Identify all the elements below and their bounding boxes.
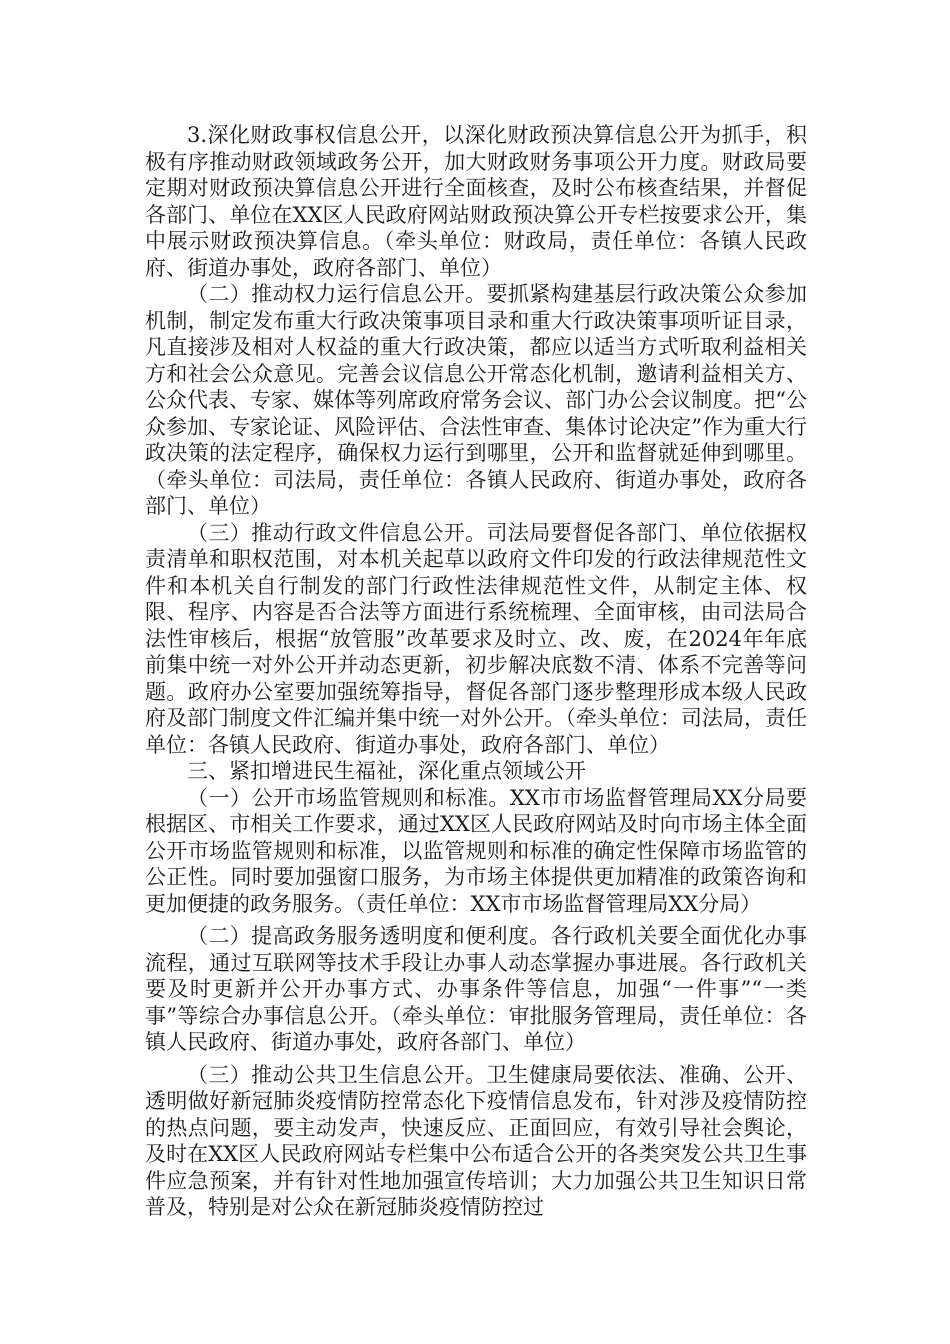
paragraph-administrative-documents-disclosure: （三）推动行政文件信息公开。司法局要督促各部门、单位依据权责清单和职权范围，对本机关起草以政府文件印发的行政法律规范性文件和本机关自行制发的部门行政性法律规范性文件，从制定主体、权限、程序、内容是否合法等方面进行系统梳理、全面审核，由司法局合法性审核后，根据“放管服”改革要求及时立、改、废，在2024年年底前集中统一对外公开并动态更新，初步解决底数不清、体系不完善等问题。政府办公室要加强统筹指导，督促各部门逐步整理形成本级人民政府及部门制度文件汇编并集中统一对外公开。（牵头单位：司法局，责任单位：各镇人民政府、街道办事处，政府各部门、单位） xyxy=(145,520,807,757)
section-heading-livelihood: 三、紧扣增进民生福祉，深化重点领域公开 xyxy=(187,759,586,783)
document-body xyxy=(145,122,807,1221)
paragraph-government-services: （二）提高政务服务透明度和便利度。各行政机关要全面优化办事流程，通过互联网等技术手段让办事人动态掌握办事进展。各行政机关要及时更新并公开办事方式、办事条件等信息，加强“一件事”“一类事”等综合办事信息公开。（牵头单位：审批服务管理局，责任单位：各镇人民政府、街道办事处，政府各部门、单位） xyxy=(145,924,807,1054)
paragraph-fiscal-disclosure: 3.深化财政事权信息公开，以深化财政预决算信息公开为抓手，积极有序推动财政领域政务公开，加大财政财务事项公开力度。财政局要定期对财政预决算信息公开进行全面核查，及时公布核查结果，并督促各部门、单位在XX区人民政府网站财政预决算公开专栏按要求公开，集中展示财政预决算信息。（牵头单位：财政局，责任单位：各镇人民政府、街道办事处，政府各部门、单位） xyxy=(145,123,807,280)
paragraph-power-operation-disclosure: （二）推动权力运行信息公开。要抓紧构建基层行政决策公众参加机制，制定发布重大行政决策事项目录和重大行政决策事项听证目录，凡直接涉及相对人权益的重大行政决策，都应以适当方式听取利益相关方和社会公众意见。完善会议信息公开常态化机制，邀请利益相关方、公众代表、专家、媒体等列席政府常务会议、部门办公会议制度。把“公众参加、专家论证、风险评估、合法性审查、集体讨论决定”作为重大行政决策的法定程序，确保权力运行到哪里，公开和监督就延伸到哪里。（牵头单位：司法局，责任单位：各镇人民政府、街道办事处，政府各部门、单位） xyxy=(145,282,807,518)
paragraph-market-regulation: （一）公开市场监管规则和标准。XX市市场监督管理局XX分局要根据区、市相关工作要求，通过XX区人民政府网站及时向市场主体全面公开市场监管规则和标准，以监管规则和标准的确定性保障市场监管的公正性。同时要加强窗口服务，为市场主体提供更加精准的政策咨询和更加便捷的政务服务。（责任单位：XX市市场监督管理局XX分局） xyxy=(145,785,807,916)
paragraph-public-health: （三）推动公共卫生信息公开。卫生健康局要依法、准确、公开、透明做好新冠肺炎疫情防控常态化下疫情信息发布，针对涉及疫情防控的热点问题，要主动发声，快速反应、正面回应，有效引导社会舆论，及时在XX区人民政府网站专栏集中公布适合公开的各类突发公共卫生事件应急预案，并有针对性地加强宣传培训；大力加强公共卫生知识日常普及，特别是对公众在新冠肺炎疫情防控过 xyxy=(145,1062,807,1219)
